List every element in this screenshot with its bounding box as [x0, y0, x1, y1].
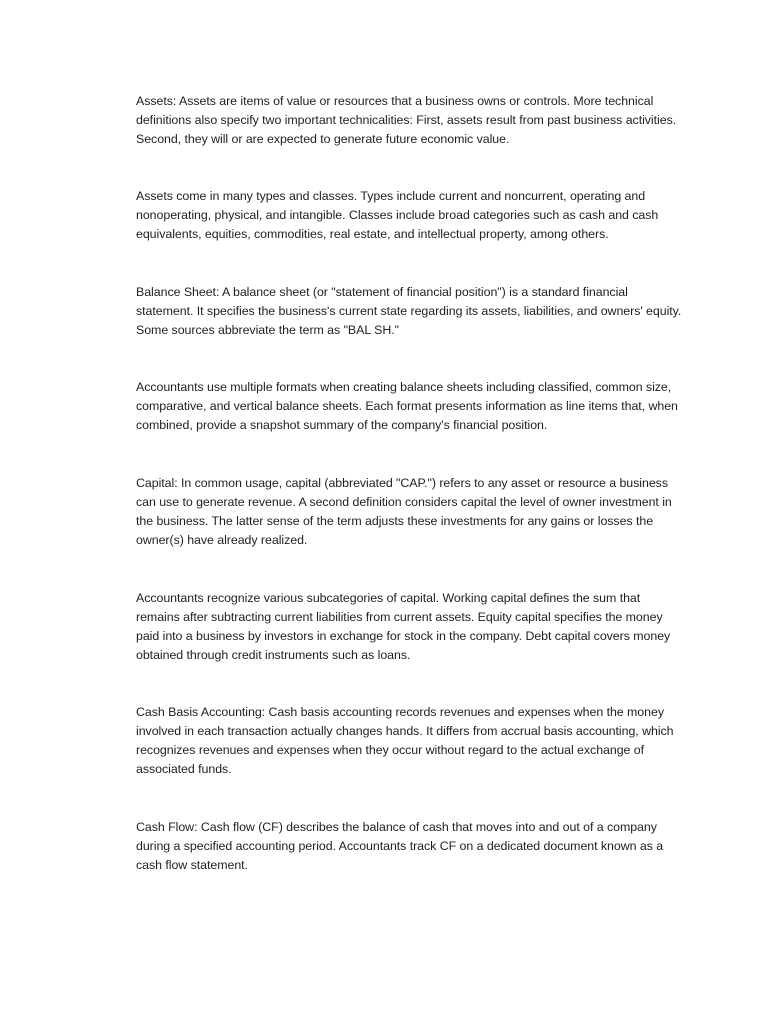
paragraph-capital-definition: Capital: In common usage, capital (abbreviated "CAP.") refers to any asset or resource a business can use to generate revenue. A second definition considers capital the level of owner investment in the business. The latter sense of the term adjusts these investments for any gains or losses the owner(s) have already realized.	[136, 476, 672, 547]
paragraph-cash-flow: Cash Flow: Cash flow (CF) describes the balance of cash that moves into and out of a company during a specified accounting period. Accountants track CF on a dedicated document known as a cash flow statement.	[136, 820, 664, 872]
paragraph-balance-sheet-formats: Accountants use multiple formats when creating balance sheets including classified, common size, comparative, and vertical balance sheets. Each format presents information as line items that, when combined, provide a snapshot summary of the company's financial position.	[136, 380, 678, 432]
paragraph-balance-sheet-definition: Balance Sheet: A balance sheet (or "statement of financial position") is a standard financial statement. It specifies the business's current state regarding its assets, liabilities, and owners' equity. Some sources abbreviate the term as "BAL SH."	[136, 285, 682, 337]
paragraph-assets-types: Assets come in many types and classes. Types include current and noncurrent, operating and nonoperating, physical, and intangible. Classes include broad categories such as cash and cash equivalents, equities, commodities, real estate, and intellectual property, among others.	[136, 189, 659, 241]
paragraph-capital-subcategories: Accountants recognize various subcategories of capital. Working capital defines the sum that remains after subtracting current liabilities from current assets. Equity capital specifies the money paid into a business by investors in exchange for stock in the company. Debt capital covers money obtained through credit instruments such as loans.	[136, 591, 671, 662]
paragraph-cash-basis-accounting: Cash Basis Accounting: Cash basis accounting records revenues and expenses when the money involved in each transaction actually changes hands. It differs from accrual basis accounting, which recognizes revenues and expenses when they occur without regard to the actual exchange of associated funds.	[136, 705, 674, 776]
paragraph-assets-definition: Assets: Assets are items of value or resources that a business owns or controls. More technical definitions also specify two important technicalities: First, assets result from past business activities. Second, they will or are expected to generate future economic value.	[136, 94, 677, 146]
